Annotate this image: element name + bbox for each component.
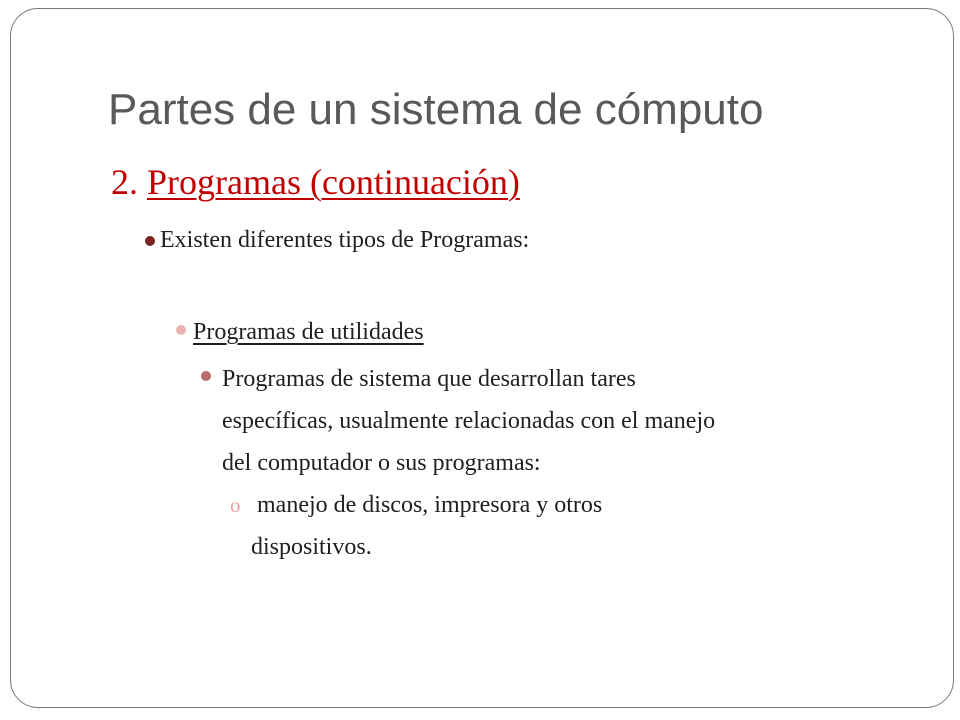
section-title: Programas (continuación) (147, 162, 520, 202)
slide-title: Partes de un sistema de cómputo (108, 85, 764, 134)
bullet-level3-paragraph (222, 358, 922, 484)
bullet-level2 (193, 314, 424, 350)
bullet-level2-text: Programas de utilidades (193, 319, 424, 345)
paragraph-line: específicas, usualmente relacionadas con el manejo (222, 408, 716, 434)
bullet-dot-icon (145, 236, 155, 246)
section-heading (111, 160, 520, 204)
paragraph-line: Programas de sistema que desarrollan tares (222, 366, 636, 392)
bullet-dot-icon (201, 371, 211, 381)
bullet-dot-icon (176, 325, 186, 335)
circle-marker-icon: o (230, 493, 241, 517)
paragraph-line: del computador o sus programas: (222, 450, 541, 476)
bullet-level1-text: Existen diferentes tipos de Programas: (160, 227, 530, 253)
section-number: 2. (111, 162, 138, 202)
paragraph-line: dispositivos. (251, 534, 372, 560)
bullet-level4-paragraph (251, 484, 901, 568)
paragraph-line: manejo de discos, impresora y otros (251, 492, 603, 518)
